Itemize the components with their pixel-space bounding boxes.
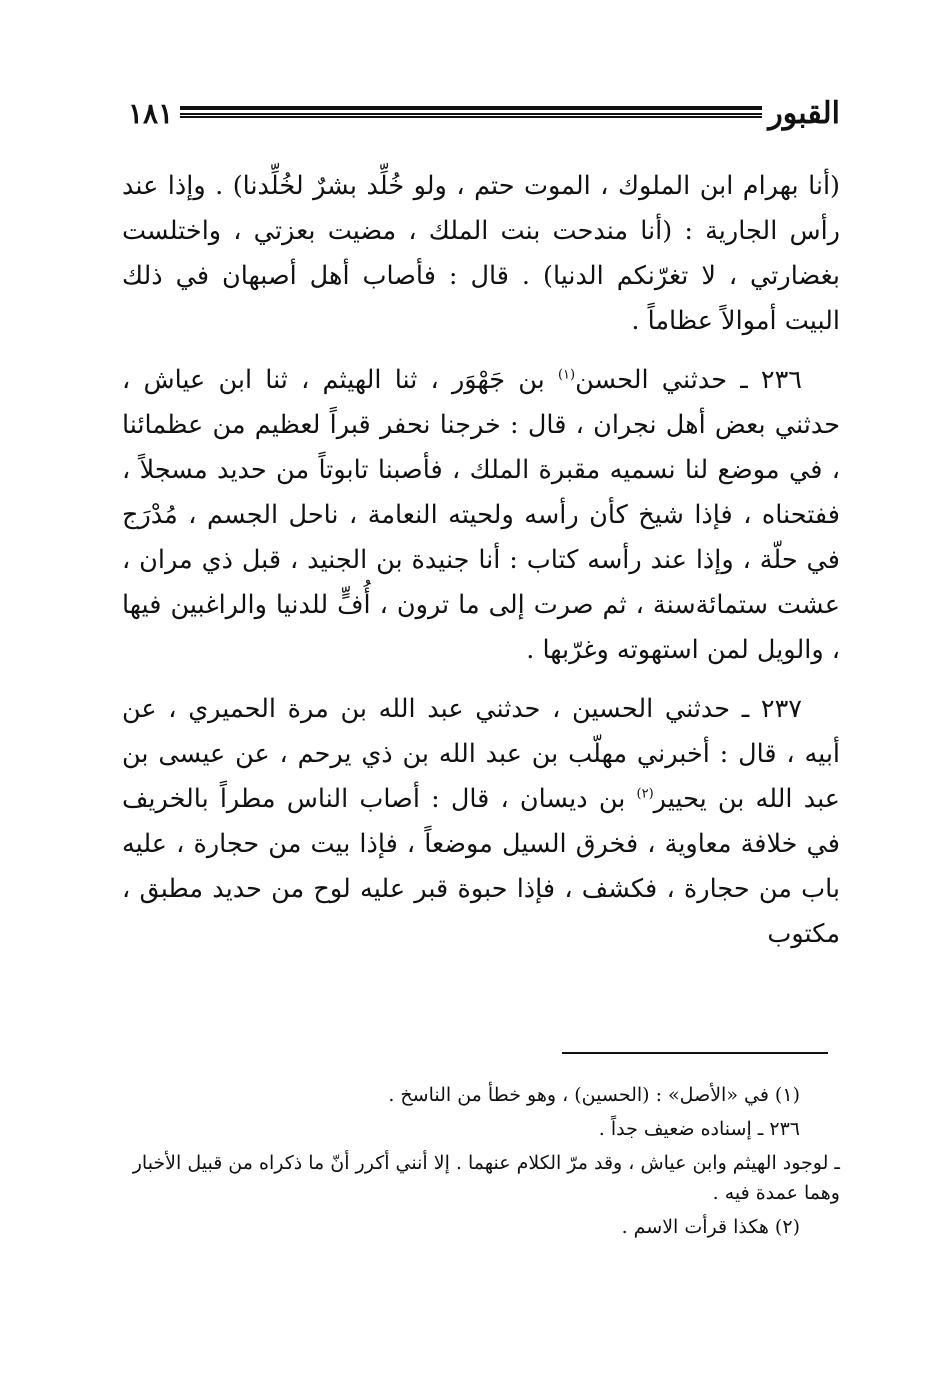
note-236-body: ـ لوجود الهيثم وابن عياش ، وقد مرّ الكلام عنهما . إلا أنني أكرر أنّ ما ذكراه من قبيل الأخبار وهما عمدة فيه . xyxy=(132,1152,840,1204)
paragraph-text: بن جَهْوَر ، ثنا الهيثم ، ثنا ابن عياش ، حدثني بعض أهل نجران ، قال : خرجنا نحفر قبراً لعظيم من عظمائنا ، في موضع لنا نسميه مقبرة الملك ، فأصبنا تابوتاً من حديد مسجلاً ، ففتحناه ، فإذا شيخ كأن رأسه ولحيته النعامة ، ناحل الجسم ، مُدْرَج في حلّة ، وإذا عند رأسه كتاب : أنا جنيدة بن الجنيد ، قبل ذي مران ، عشت ستمائةسنة ، ثم صرت إلى ما ترون ، أُفٍّ للدنيا والراغبين فيها ، والويل لمن استهوته وغرّبها . xyxy=(122,365,840,665)
page-number: ١٨١ xyxy=(128,97,174,130)
paragraph-text: بن ديسان ، قال : أصاب الناس مطراً بالخريف في خلافة معاوية ، فخرق السيل موضعاً ، فإذا بيت من حجارة ، عليه باب من حجارة ، فكشف ، فإذا حبوة قبر عليه لوح من حديد مطبق ، مكتوب xyxy=(122,784,840,949)
footnote-1: (١) في «الأصل» : (الحسين) ، وهو خطأ من الناسخ . xyxy=(388,1084,800,1106)
paragraph-text: ٢٣٧ ـ حدثني الحسين ، حدثني عبد الله بن مرة الحميري ، عن أبيه ، قال : أخبرني مهلّب بن عبد الله بن ذي يرحم ، عن عيسى بن عبد الله بن يحيير xyxy=(122,694,840,814)
page-header xyxy=(128,92,840,140)
footnote-marker: (١) xyxy=(557,367,576,383)
main-text xyxy=(122,164,840,971)
paragraph-237 xyxy=(122,687,840,957)
running-title: القبور xyxy=(768,96,840,131)
footnote-2: (٢) هكذا قرأت الاسم . xyxy=(621,1216,800,1238)
header-rule xyxy=(180,106,762,118)
footnotes xyxy=(118,1080,840,1246)
paragraph-236 xyxy=(122,358,840,673)
footnote-separator xyxy=(562,1052,828,1054)
paragraph-text: ٢٣٦ ـ حدثني الحسن xyxy=(575,365,802,395)
note-236-title: ٢٣٦ ـ إسناده ضعيف جداً . xyxy=(598,1118,800,1140)
footnote-marker: (٢) xyxy=(636,786,654,802)
paragraph: (أنا بهرام ابن الملوك ، الموت حتم ، ولو خُلِّد بشرٌ لخُلِّدنا) . وإذا عند رأس الجارية : (أنا مندحت بنت الملك ، مضيت بعزتي ، واختلست بغضارتي ، لا تغرّنكم الدنيا) . قال : فأصاب أهل أصبهان في ذلك البيت أموالاً عظاماً . xyxy=(122,171,840,336)
